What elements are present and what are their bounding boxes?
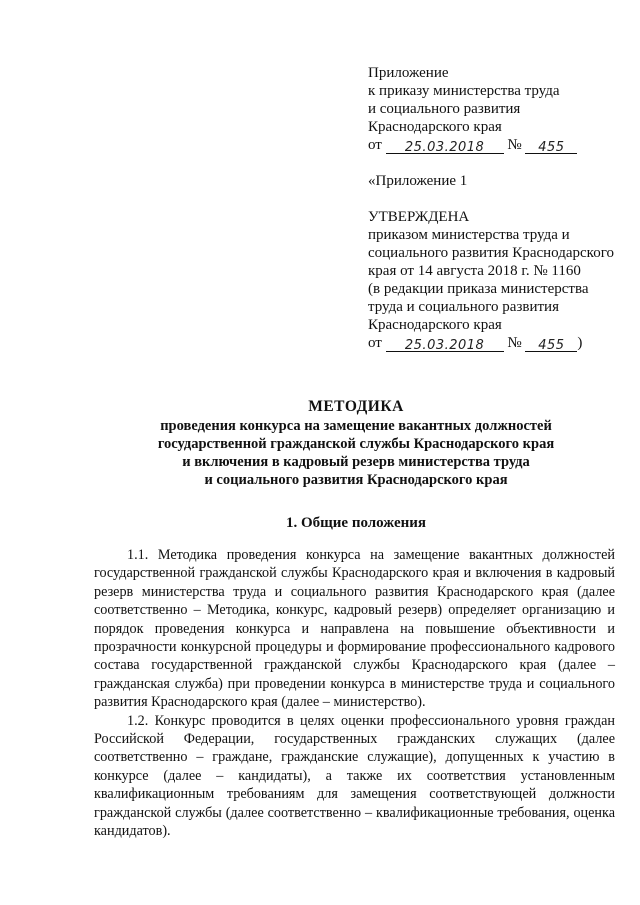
approved-line: социального развития Краснодарского [368,245,614,261]
from-label: от [368,335,382,351]
handwritten-date: 25.03.2018 [404,338,485,353]
section-body [94,546,615,841]
document-title [95,398,617,489]
title-line: государственной гражданской службы Краснодарского края [157,436,555,452]
title-line: и социального развития Краснодарского края [204,472,508,488]
approved-line: края от 14 августа 2018 г. № 1160 [368,263,581,279]
paragraph-1-2: 1.2. Конкурс проводится в целях оценки профессионального уровня граждан Российской Федерации, государственных гражданских служащих (далее соответственно – граждане, гражданские служащие), допущенных к участию в конкурсе (далее – кандидаты), а также их соответствия установленным квалификационным требованиям для замещения соответствующей должности гражданской службы (далее соответственно – квалификационные требования, оценка кандидатов). [94,712,615,840]
attachment-header [368,64,628,352]
approved-line: труда и социального развития [368,299,559,315]
revision-date-field [386,336,504,352]
handwritten-number: 455 [538,338,565,353]
from-label: от [368,137,382,153]
handwritten-number: 455 [538,140,565,155]
title-line: проведения конкурса на замещение вакантных должностей [160,418,552,434]
title-line: и включения в кадровый резерв министерства труда [182,454,530,470]
paragraph-1-1: 1.1. Методика проведения конкурса на замещение вакантных должностей государственной гражданской службы Краснодарского края и включения в кадровый резерв министерства труда и социального развития Краснодарского края (далее соответственно – Методика, конкурс, кадровый резерв) определяет организацию и порядок проведения конкурса и направлена на повышение объективности и прозрачности конкурсной процедуры и формирование профессионального кадрового состава государственной гражданской службы Краснодарского края (далее – гражданская служба) при проведении конкурса в министерстве труда и социального развития Краснодарского края (далее – министерство). [94,547,615,711]
attachment-line: к приказу министерства труда [368,83,560,99]
approved-line: приказом министерства труда и [368,227,570,243]
closing-paren: ) [577,335,583,351]
attachment-line: Краснодарского края [368,119,502,135]
section-heading: 1. Общие положения [285,515,427,531]
number-label: № [507,335,522,351]
approved-line: Краснодарского края [368,317,502,333]
attachment-line: и социального развития [368,101,521,117]
attachment-line: Приложение [368,65,449,81]
approved-title: УТВЕРЖДЕНА [368,209,470,225]
order-reference [368,136,628,154]
order-number-field [525,138,577,154]
order-date-field [386,138,504,154]
annex-label: «Приложение 1 [368,173,468,189]
number-label: № [507,137,522,153]
approved-line: (в редакции приказа министерства [368,281,589,297]
handwritten-date: 25.03.2018 [404,140,485,155]
revision-reference [368,334,628,352]
title-main: МЕТОДИКА [308,398,404,415]
revision-number-field [525,336,577,352]
